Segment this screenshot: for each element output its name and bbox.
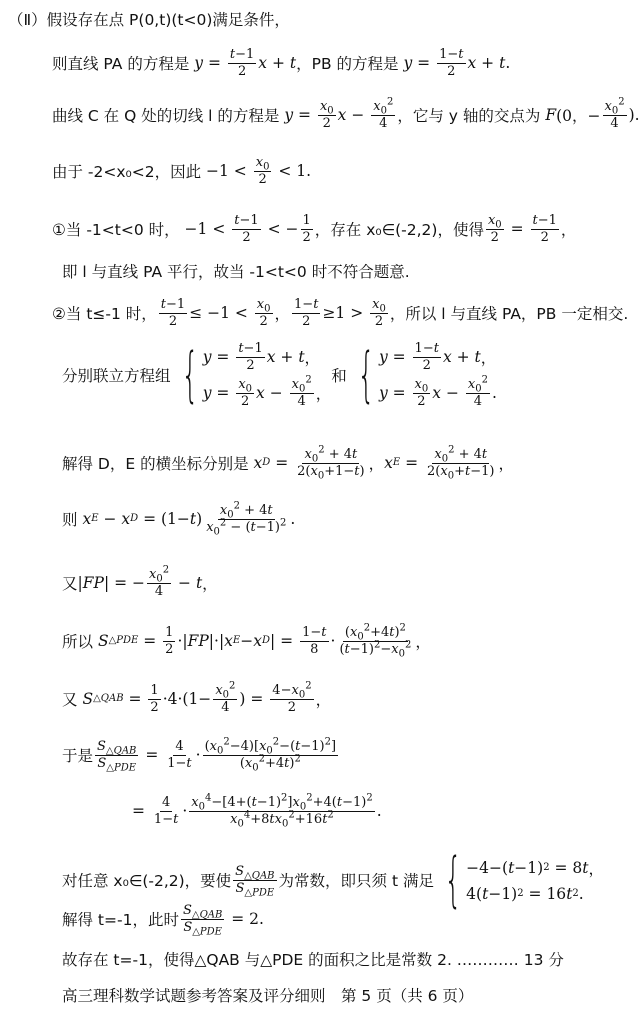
page-footer xyxy=(62,984,473,1006)
line-conclusion xyxy=(62,948,564,970)
text: 所以 l 与直线 PA，PB 一定相交. xyxy=(405,305,629,324)
text: 所以 xyxy=(62,633,94,652)
line-s-qab: 又 S △QAB = $\frac{1}{2}$ ·4·(1− $\frac{x_0^2}{4}$ ) = $\frac{4-x_0^2}{2}$ ， xyxy=(62,680,332,715)
text: 即 l 与直线 PA 平行，故当 -1<t<0 时不符合题意. xyxy=(62,263,410,281)
line-case2: ②当 t≤-1 时， $\frac{t-1}{2}$ ≤ −1 < $\frac{x_0}{2}$ ， $\frac{1-t}{2}$ ≥1 > $\frac{x_0}{2}$ ， 所以 l 与直线 PA，PB 一定相交. xyxy=(52,297,629,329)
line-fp: 又 | FP | = − $\frac{x_0^2}{4}$ − t ， xyxy=(62,564,218,599)
text: 则直线 PA 的方程是 xyxy=(52,55,190,74)
text: 解得 D，E 的横坐标分别是 xyxy=(62,455,249,474)
text: 又 xyxy=(62,691,78,710)
fraction: $\frac{x_0}{2}$ xyxy=(372,297,386,329)
text: 故存在 t=-1，使得△QAB 与△PDE 的面积之比是常数 2. ………… 13 分 xyxy=(62,951,564,969)
text: 存在 x₀∈(-2,2)，使得 xyxy=(330,221,484,240)
fraction: $\frac{t-1}{2}$ xyxy=(234,213,259,245)
text: 它与 y 轴的交点为 xyxy=(412,107,541,126)
line-pa-pb: 则直线 PA 的方程是 y = $\frac{t-1}{2}$ x + t ， PB 的方程是 y = $\frac{1-t}{2}$ x + t . xyxy=(52,47,511,79)
text: PB 的方程是 xyxy=(311,55,399,74)
text: 解得 t=-1，此时 xyxy=(62,911,179,930)
text: ②当 t≤-1 时， xyxy=(52,305,157,324)
line-solve: 解得 t=-1，此时 $\frac{S_{\triangle QAB}}{S_{\triangle PDE}}$ = 2. xyxy=(62,903,264,938)
text: （Ⅱ）假设存在点 P(0,t)(t<0)满足条件， xyxy=(8,11,290,29)
equation-system-2: { y = $\frac{1-t}{2}$ x + t ， y = $\frac{x_0}{2}$ x − $\frac{x_0^2}{4}$ . xyxy=(357,340,497,411)
fraction: $\frac{x_0}{2}$ xyxy=(319,99,334,131)
line-constant: 对任意 x₀∈(-2,2)，要使 $\frac{S_{\triangle QAB}}{S_{\triangle PDE}}$ 为常数，即只须 t 满足 { −4−( t −1) 2 = 8 t ， 4( t −1) 2 = 16 t 2 . xyxy=(62,845,605,915)
fraction: $\frac{x_0}{2}$ xyxy=(487,213,502,245)
text: 曲线 C 在 Q 处的切线 l 的方程是 xyxy=(52,107,280,126)
line-tangent: 曲线 C 在 Q 处的切线 l 的方程是 y = $\frac{x_0}{2}$ x − $\frac{x_0^2}{4}$ ， 它与 y 轴的交点为 F (0，− $\frac{x_0^2}{4}$ ). xyxy=(52,96,640,131)
equation-system-3: { −4−( t −1) 2 = 8 t ， 4( t −1) 2 = 16 t 2 . xyxy=(444,845,605,915)
text: 由于 -2<x₀<2，因此 xyxy=(52,163,202,182)
line-s-pde: 所以 S △PDE = $\frac{1}{2}$ ·| FP |·| x E − x D | = $\frac{1-t}{8}$ · $\frac{(x_0^2+4t)^2}{(t-1)^2-x_0^2}$ ， xyxy=(62,622,431,660)
text: 于是 xyxy=(62,747,94,766)
line-ratio-2: = $\frac{4}{1-t}$ · $\frac{x_0^4-[4+(t-1)^2]x_0^2+4(t-1)^2}{x_0^4+8tx_0^2+16t^2}$ . xyxy=(132,792,382,830)
footer-text: 高三理科数学试题参考答案及评分细则 第 5 页（共 6 页） xyxy=(62,987,474,1005)
text: 又 xyxy=(62,575,78,594)
line-case1: ①当 -1<t<0 时， −1 < $\frac{t-1}{2}$ < − $\frac{1}{2}$ ， 存在 x₀∈(-2,2)，使得 $\frac{x_0}{2}$ = $\frac{t-1}{2}$ ， xyxy=(52,213,577,245)
fraction: $\frac{t-1}{2}$ xyxy=(229,47,255,79)
fraction: $\frac{x_0^2}{4}$ xyxy=(604,96,625,131)
text: 分别联立方程组 xyxy=(62,367,171,386)
fraction: $\frac{1-t}{2}$ xyxy=(294,297,319,329)
fraction: $\frac{x_0}{2}$ xyxy=(255,155,270,187)
fraction: $\frac{t-1}{2}$ xyxy=(532,213,557,245)
text: 对任意 x₀∈(-2,2)，要使 xyxy=(62,872,232,890)
line-diff: 则 x E − x D = (1− t ) $\frac{x_0^2 + 4t}{x_0^2 - (t-1)^2}$ . xyxy=(62,500,296,538)
fraction: $\frac{x_0^2}{4}$ xyxy=(373,96,394,131)
section-heading xyxy=(8,8,290,30)
line-ratio-1: 于是 $\frac{S_{\triangle QAB}}{S_{\triangle PDE}}$ = $\frac{4}{1-t}$ · $\frac{(x_0^2-4)[x_0^2-(t-1)^2]}{(x_0^2+4t)^2}$ xyxy=(62,736,337,774)
text: 为常数，即只须 t 满足 xyxy=(278,872,434,890)
line-xd-xe: 解得 D，E 的横坐标分别是 x D = $\frac{x_0^2 + 4t}{2(x_0+1-t)}$ ， x E = $\frac{x_0^2 + 4t}{2(x_0+t-1)}$ ， xyxy=(62,444,514,482)
line-case1-conclusion xyxy=(62,260,410,282)
fraction: $\frac{1}{2}$ xyxy=(302,213,311,245)
equation-system-1: { y = $\frac{t-1}{2}$ x + t ， y = $\frac{x_0}{2}$ x − $\frac{x_0^2}{4}$ ， xyxy=(181,340,332,411)
line-range: 由于 -2<x₀<2，因此 −1 < $\frac{x_0}{2}$ < 1. xyxy=(52,155,312,187)
fraction: $\frac{1-t}{2}$ xyxy=(439,47,464,79)
fraction: $\frac{t-1}{2}$ xyxy=(160,297,186,329)
text: 则 xyxy=(62,511,78,530)
text: ①当 -1<t<0 时， xyxy=(52,221,180,240)
line-systems xyxy=(62,342,497,409)
text: 和 xyxy=(331,367,347,386)
fraction: $\frac{x_0}{2}$ xyxy=(256,297,271,329)
